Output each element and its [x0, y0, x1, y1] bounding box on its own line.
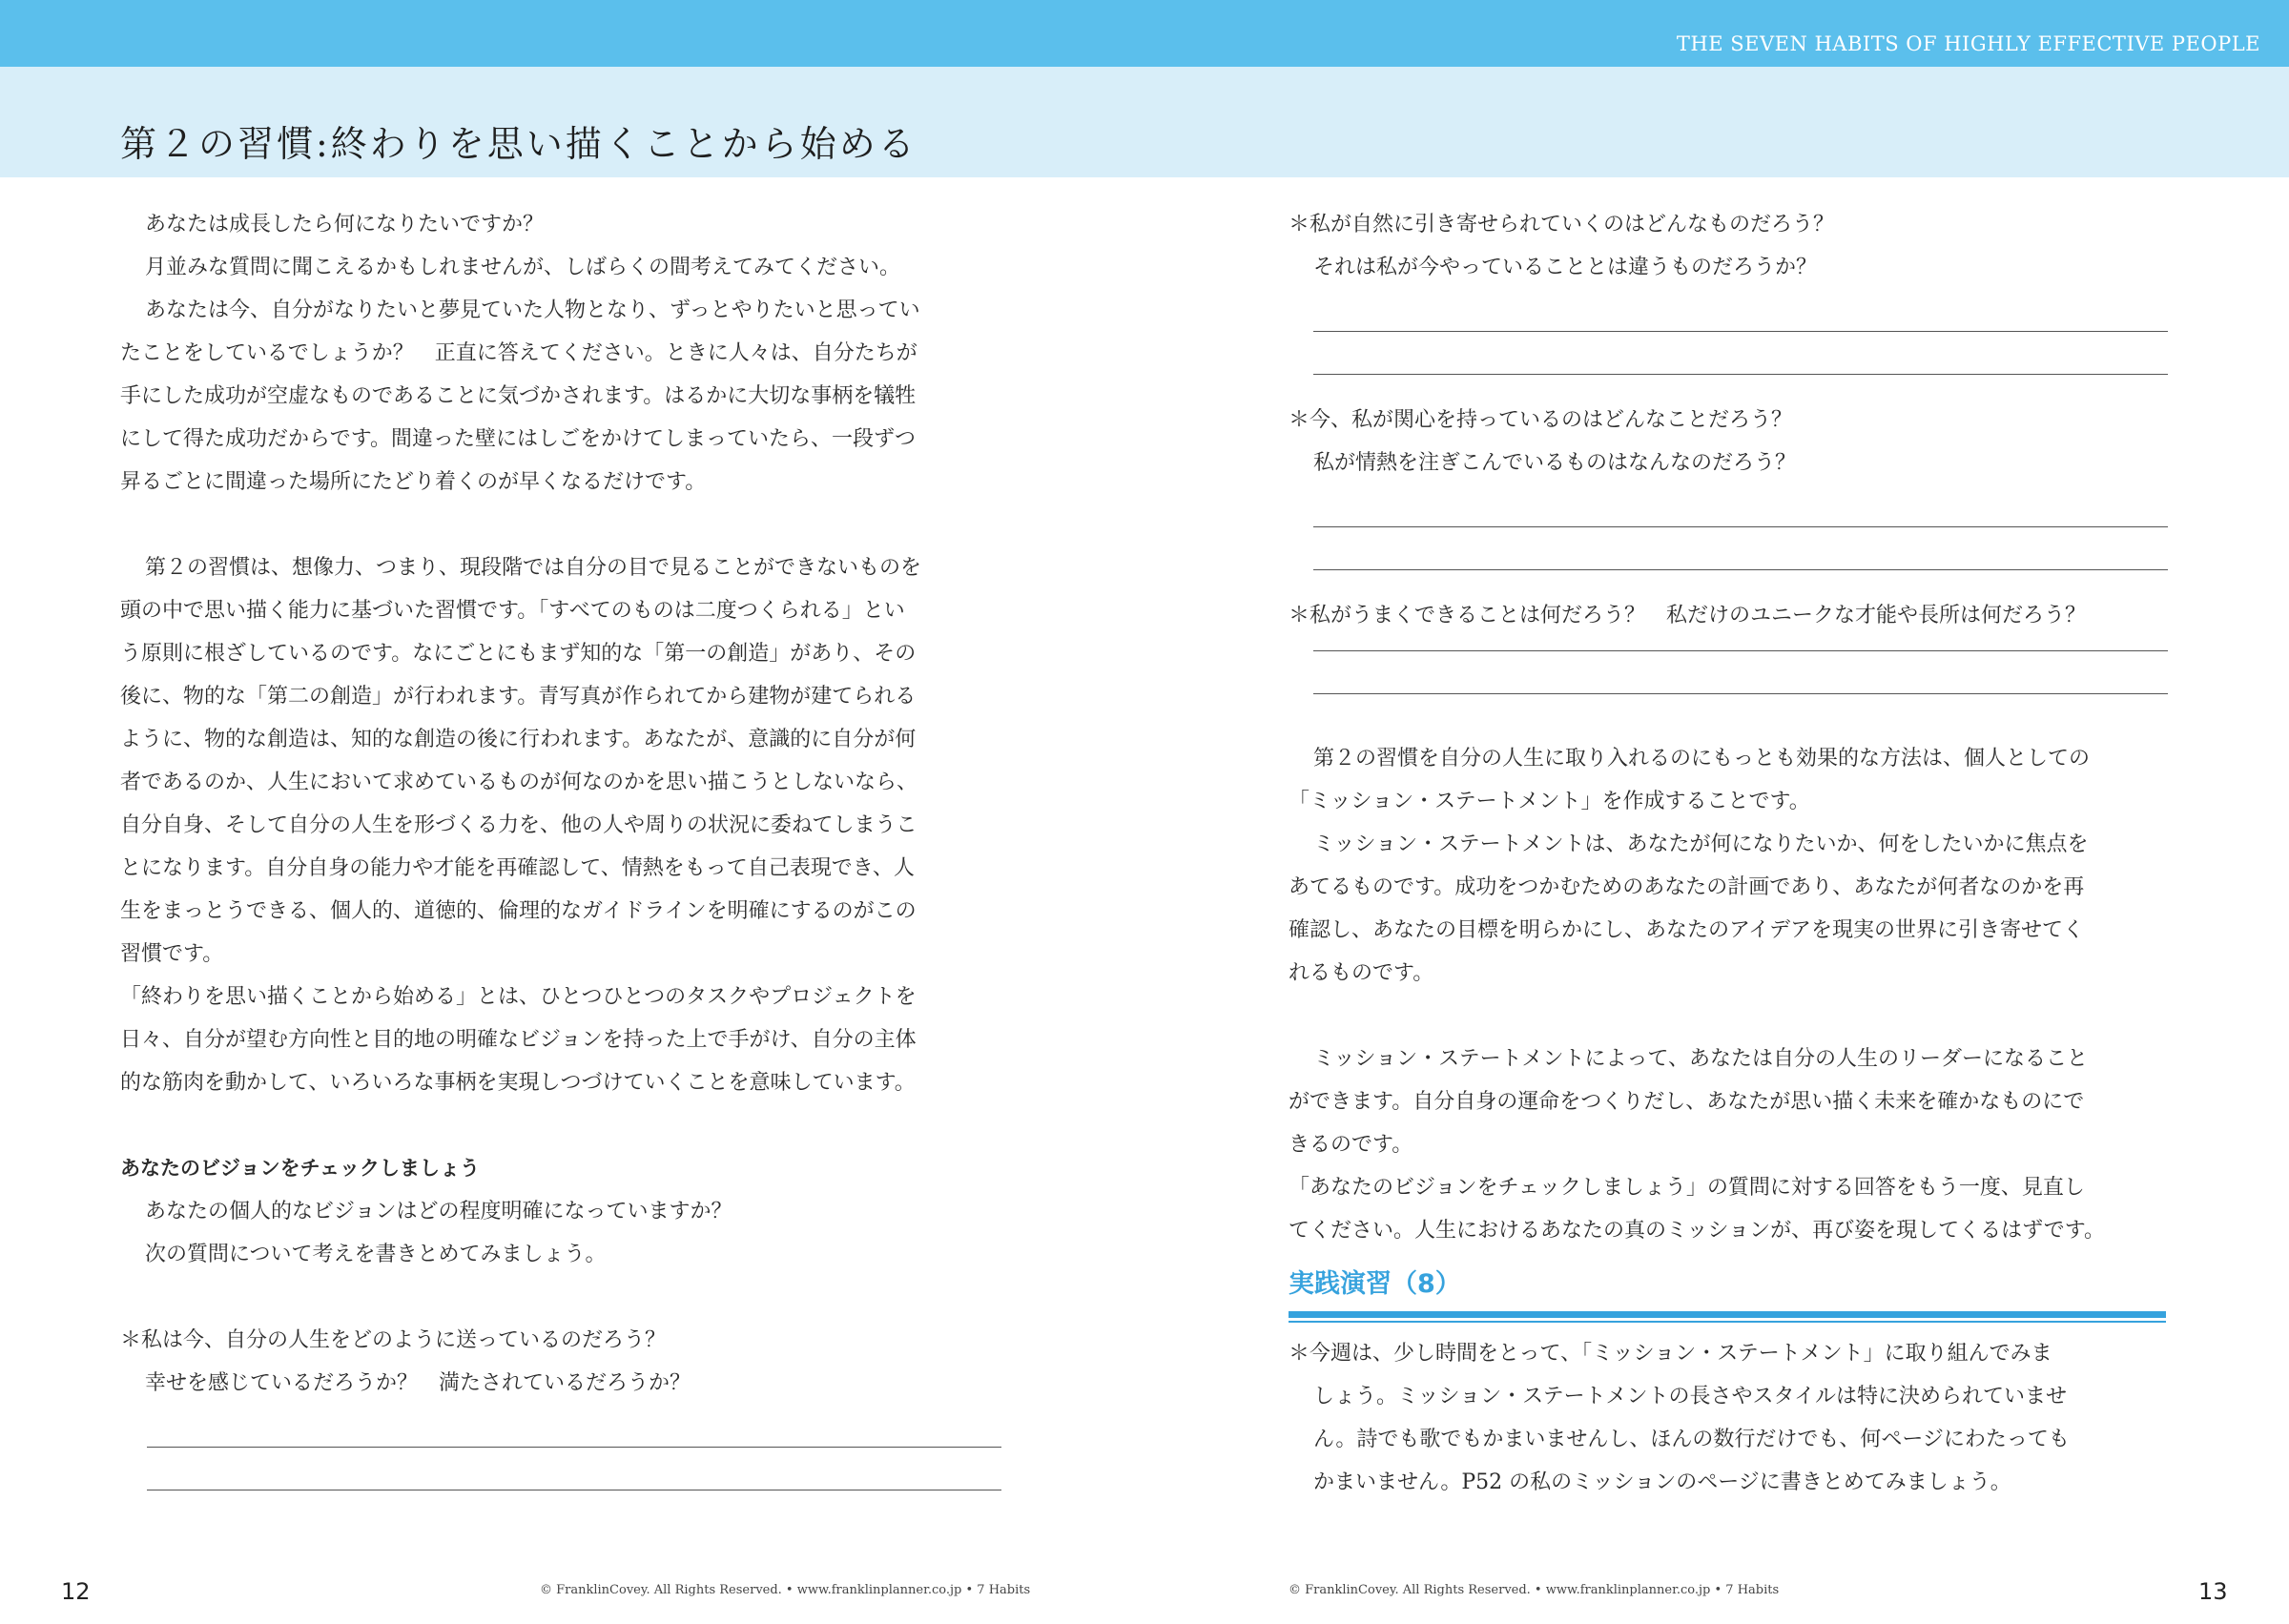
text-line: 「終わりを思い描くことから始める」とは、ひとつひとつのタスクやプロジェクトを — [120, 985, 917, 1009]
left-column — [120, 203, 998, 1490]
text-line: 次の質問について考えを書きとめてみましょう。 — [145, 1243, 607, 1266]
exercise-header — [1289, 1264, 2166, 1305]
page-title: 第２の習慣:終わりを思い描くことから始める — [120, 123, 918, 165]
text-line: ミッション・ステートメントは、あなたが何になりたいか、何をしたいかに焦点を — [1313, 833, 2089, 856]
text-line: 月並みな質問に聞こえるかもしれませんが、しばらくの間考えてみてください。 — [145, 256, 901, 279]
footer-copyright-left: © FranklinCovey. All Rights Reserved. • www.franklinplanner.co.jp • 7 Habits — [540, 1583, 1031, 1597]
text-line: たことをしているでしょうか？ 正直に答えてください。ときに人々は、自分たちが — [120, 341, 918, 365]
text-line: 手にした成功が空虚なものであることに気づかされます。はるかに大切な事柄を犠牲 — [120, 384, 917, 408]
exercise-line: ＊今週は、少し時間をとって、「ミッション・ステートメント」に取り組んでみま — [1289, 1341, 2052, 1366]
page-number-right: 13 — [2198, 1578, 2228, 1605]
text-line: 者であるのか、人生において求めているものが何なのかを思い描こうとしないなら、 — [120, 771, 918, 794]
exercise-line: ん。詩でも歌でもかまいませんし、ほんの数行だけでも、何ページにわたっても — [1313, 1427, 2070, 1451]
answer-line[interactable] — [147, 1448, 1001, 1490]
text-line: てください。人生におけるあなたの真のミッションが、再び姿を現してくるはずです。 — [1289, 1219, 2106, 1243]
text-line: 自分自身、そして自分の人生を形づくる力を、他の人や周りの状況に委ねてしまうこ — [120, 813, 918, 837]
check-heading: あなたのビジョンをチェックしましょう — [120, 1157, 480, 1180]
text-line: あなたの個人的なビジョンはどの程度明確になっていますか？ — [145, 1200, 732, 1223]
answer-line[interactable] — [1313, 484, 2168, 527]
text-line: きるのです。 — [1289, 1133, 1413, 1157]
exercise-title: 実践演習（8） — [1289, 1269, 1461, 1299]
right-column — [1289, 203, 2166, 1504]
text-line: 日々、自分が望む方向性と目的地の明確なビジョンを持った上で手がけ、自分の主体 — [120, 1028, 917, 1052]
text-line: れるものです。 — [1289, 961, 1434, 985]
page-number-left: 12 — [61, 1578, 91, 1605]
text-line: 後に、物的な「第二の創造」が行われます。青写真が作られてから建物が建てられる — [120, 685, 917, 709]
text-line: あてるものです。成功をつかむためのあなたの計画であり、あなたが何者なのかを再 — [1289, 875, 2085, 899]
answer-line[interactable] — [1313, 289, 2168, 332]
text-line: 「あなたのビジョンをチェックしましょう」の質問に対する回答をもう一度、見直し — [1289, 1176, 2085, 1200]
text-line: 昇るごとに間違った場所にたどり着くのが早くなるだけです。 — [120, 470, 707, 494]
question-line: ＊私がうまくできることは何だろう？ 私だけのユニークな才能や長所は何だろう？ — [1289, 604, 2087, 627]
answer-line[interactable] — [1313, 637, 2168, 651]
text-line: 的な筋肉を動かして、いろいろな事柄を実現しつづけていくことを意味しています。 — [120, 1071, 916, 1095]
text-line: ができます。自分自身の運命をつくりだし、あなたが思い描く未来を確かなものにで — [1289, 1090, 2085, 1114]
footer-copyright-right: © FranklinCovey. All Rights Reserved. • www.franklinplanner.co.jp • 7 Habits — [1289, 1583, 1780, 1597]
text-line: 「ミッション・ステートメント」を作成することです。 — [1289, 790, 1810, 813]
text-line: ように、物的な創造は、知的な創造の後に行われます。あなたが、意識的に自分が何 — [120, 728, 917, 751]
header-bar — [0, 0, 2289, 67]
text-line: 第２の習慣は、想像力、つまり、現段階では自分の目で見ることができないものを — [145, 556, 922, 580]
answer-line[interactable] — [1313, 651, 2168, 694]
text-line: とになります。自分自身の能力や才能を再確認して、情熱をもって自己表現でき、人 — [120, 856, 915, 880]
question-line: 幸せを感じているだろうか？ 満たされているだろうか？ — [145, 1371, 691, 1395]
text-line: 第２の習慣を自分の人生に取り入れるのにもっとも効果的な方法は、個人としての — [1313, 747, 2091, 771]
question-line: ＊今、私が関心を持っているのはどんなことだろう？ — [1289, 408, 1793, 432]
text-line: にして得た成功だからです。間違った壁にはしごをかけてしまっていたら、一段ずつ — [120, 427, 917, 451]
answer-line[interactable] — [147, 1405, 1001, 1448]
text-line: 生をまっとうできる、個人的、道徳的、倫理的なガイドラインを明確にするのがこの — [120, 899, 917, 923]
text-line: ミッション・ステートメントによって、あなたは自分の人生のリーダーになること — [1313, 1047, 2089, 1071]
text-line: 確認し、あなたの目標を明らかにし、あなたのアイデアを現実の世界に引き寄せてく — [1289, 918, 2085, 942]
question-line: ＊私が自然に引き寄せられていくのはどんなものだろう？ — [1289, 213, 1835, 236]
exercise-rule — [1289, 1311, 2166, 1318]
answer-line[interactable] — [1313, 527, 2168, 570]
text-line: あなたは成長したら何になりたいですか？ — [145, 213, 545, 236]
question-line: 私が情熱を注ぎこんでいるものはなんなのだろう？ — [1313, 451, 1797, 475]
series-title: THE SEVEN HABITS OF HIGHLY EFFECTIVE PEOPLE — [1676, 32, 2260, 55]
exercise-line: かまいません。P52 の私のミッションのページに書きとめてみましょう。 — [1313, 1470, 2011, 1494]
text-line: う原則に根ざしているのです。なにごとにもまず知的な「第一の創造」があり、その — [120, 642, 917, 666]
answer-line[interactable] — [1313, 332, 2168, 375]
question-line: ＊私は今、自分の人生をどのように送っているのだろう？ — [120, 1328, 667, 1352]
text-line: あなたは今、自分がなりたいと夢見ていた人物となり、ずっとやりたいと思ってい — [145, 298, 920, 322]
text-line: 頭の中で思い描く能力に基づいた習慣です。「すべてのものは二度つくられる」とい — [120, 599, 905, 623]
text-line: 習慣です。 — [120, 942, 224, 966]
exercise-rule-thin — [1289, 1321, 2166, 1323]
exercise-line: しょう。ミッション・ステートメントの長さやスタイルは特に決められていませ — [1313, 1384, 2068, 1408]
question-line: それは私が今やっていることとは違うものだろうか？ — [1313, 256, 1818, 279]
